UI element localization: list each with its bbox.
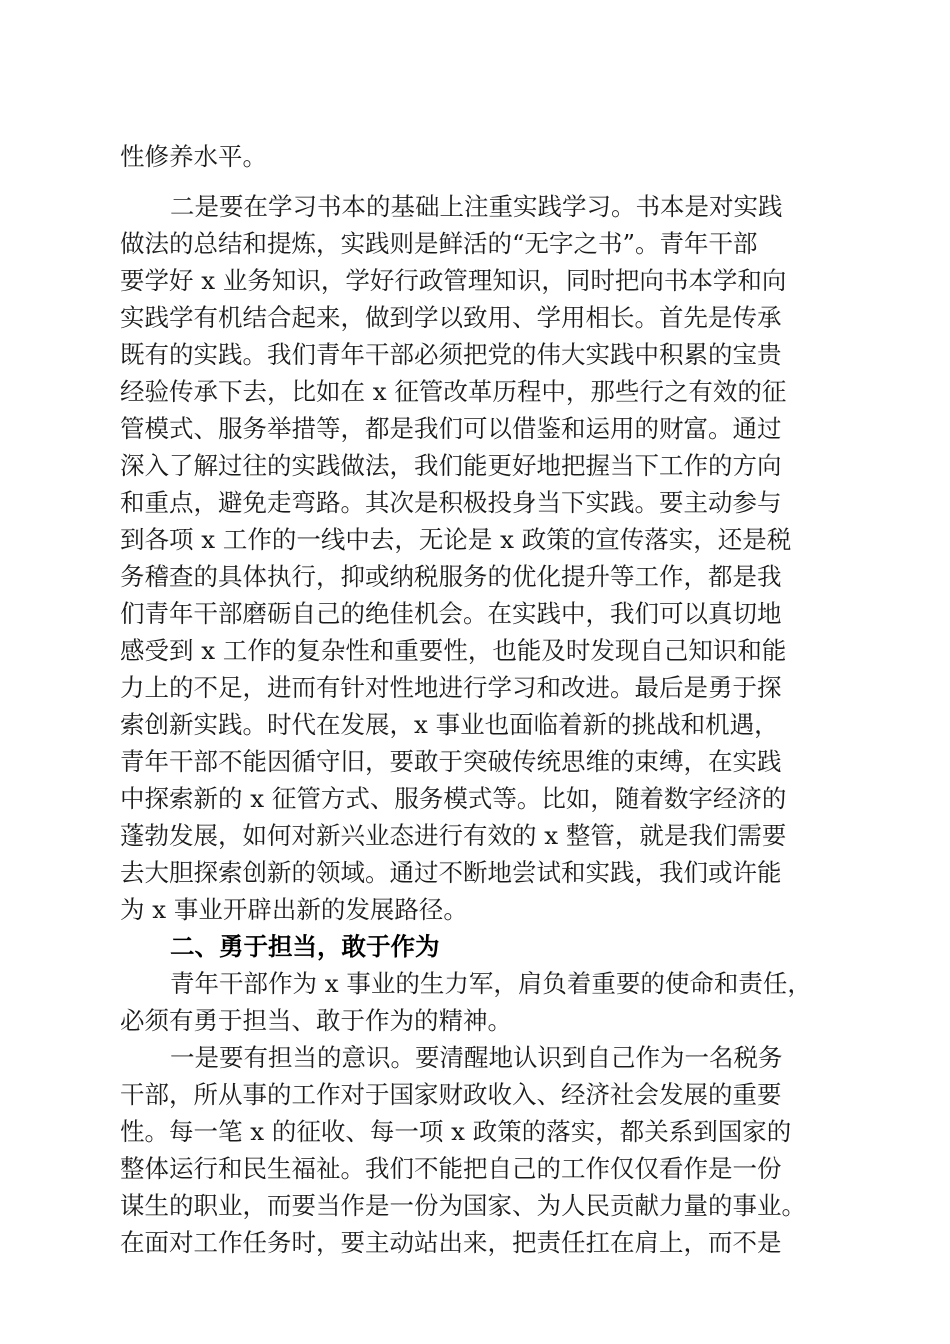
text-line: 青年干部不能因循守旧，要敢于突破传统思维的束缚，在实践 (120, 747, 782, 776)
text-line: 们青年干部磨砺自己的绝佳机会。在实践中，我们可以真切地 (120, 599, 782, 628)
text-line: 和重点，避免走弯路。其次是积极投身当下实践。要主动参与 (120, 488, 782, 517)
text-line: 干部，所从事的工作对于国家财政收入、经济社会发展的重要 (120, 1080, 782, 1109)
text-line: 必须有勇于担当、敢于作为的精神。 (120, 1006, 512, 1035)
text-line: 为 x 事业开辟出新的发展路径。 (120, 895, 468, 924)
text-line: 到各项 x 工作的一线中去，无论是 x 政策的宣传落实，还是税 (120, 525, 792, 554)
text-line: 性。每一笔 x 的征收、每一项 x 政策的落实，都关系到国家的 (120, 1117, 792, 1146)
text-line: 去大胆探索创新的领域。通过不断地尝试和实践，我们或许能 (120, 858, 782, 887)
paragraph-first-line: 一是要有担当的意识。要清醒地认识到自己作为一名税务 (170, 1043, 783, 1072)
text-line: 谋生的职业，而要当作是一份为国家、为人民贡献力量的事业。 (120, 1191, 806, 1220)
text-line: 管模式、服务举措等，都是我们可以借鉴和运用的财富。通过 (120, 414, 782, 443)
text-line: 做法的总结和提炼，实践则是鲜活的“无字之书”。青年干部 (120, 229, 758, 258)
text-line: 实践学有机结合起来，做到学以致用、学用相长。首先是传承 (120, 303, 782, 332)
text-line: 整体运行和民生福祉。我们不能把自己的工作仅仅看作是一份 (120, 1154, 782, 1183)
text-line: 既有的实践。我们青年干部必须把党的伟大实践中积累的宝贵 (120, 340, 782, 369)
text-line: 务稽查的具体执行，抑或纳税服务的优化提升等工作，都是我 (120, 562, 782, 591)
text-line: 力上的不足，进而有针对性地进行学习和改进。最后是勇于探 (120, 673, 782, 702)
text-line: 深入了解过往的实践做法，我们能更好地把握当下工作的方向 (120, 451, 782, 480)
paragraph-first-line: 青年干部作为 x 事业的生力军，肩负着重要的使命和责任， (170, 969, 812, 998)
text-line: 经验传承下去，比如在 x 征管改革历程中，那些行之有效的征 (120, 377, 787, 406)
section-heading: 二、勇于担当，敢于作为 (170, 932, 440, 961)
text-line: 要学好 x 业务知识，学好行政管理知识，同时把向书本学和向 (120, 266, 787, 295)
paragraph-first-line: 二是要在学习书本的基础上注重实践学习。书本是对实践 (170, 192, 783, 221)
text-line: 感受到 x 工作的复杂性和重要性，也能及时发现自己知识和能 (120, 636, 787, 665)
text-line: 中探索新的 x 征管方式、服务模式等。比如，随着数字经济的 (120, 784, 787, 813)
text-line: 索创新实践。时代在发展，x 事业也面临着新的挑战和机遇， (120, 710, 779, 739)
text-line: 蓬勃发展，如何对新兴业态进行有效的 x 整管，就是我们需要 (120, 821, 787, 850)
text-line: 在面对工作任务时，要主动站出来，把责任扛在肩上，而不是 (120, 1228, 782, 1257)
text-line: 性修养水平。 (120, 142, 267, 171)
